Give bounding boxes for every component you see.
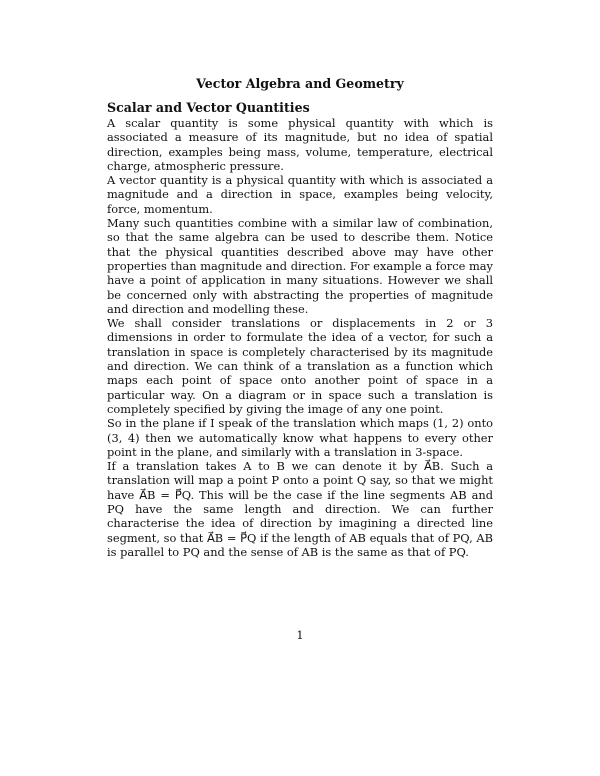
- paragraph-vector: A vector quantity is a physical quantity with which is associated a magnitude and a direction in space, examples being velocity, force, momentum.: [107, 173, 493, 216]
- paragraph-translations: We shall consider translations or displacements in 2 or 3 dimensions in order to formulate the idea of a vector, for such a translation in space is completely characterised by its magnitude and direction. We can think of a translation as a function which maps each point of space onto another point of space in a particular way. On a diagram or in space such a translation is completely specified by giving the image of any one point.: [107, 316, 493, 416]
- section-heading: Scalar and Vector Quantities: [107, 100, 310, 115]
- page-number: 1: [296, 628, 304, 642]
- paragraph-directed-segment: If a translation takes A to B we can denote it by A⃗B. Such a translation will map a point P onto a point Q say, so that we might have A⃗B = P⃗Q. This will be the case if the line segments AB and PQ have the same length and direction. We can further characterise the idea of direction by imagining a directed line segment, so that A⃗B = P⃗Q if the length of AB equals that of PQ, AB is parallel to PQ and the sense of AB is the same as that of PQ.: [107, 459, 493, 559]
- paragraph-scalar: A scalar quantity is some physical quantity with which is associated a measure of its magnitude, but no idea of spatial direction, examples being mass, volume, temperature, electrical charge, atmospheric pressure.: [107, 116, 493, 173]
- document-title: Vector Algebra and Geometry: [196, 76, 404, 91]
- paragraph-plane-example: So in the plane if I speak of the translation which maps (1, 2) onto (3, 4) then we automatically know what happens to every other point in the plane, and similarly with a translation in 3-space.: [107, 416, 493, 459]
- section-scalar-vector: [107, 100, 493, 559]
- paragraph-combination: Many such quantities combine with a similar law of combination, so that the same algebra can be used to describe them. Notice that the physical quantities described above may have other properties than magnitude and direction. For example a force may have a point of application in many situations. However we shall be concerned only with abstracting the properties of magnitude and direction and modelling these.: [107, 216, 493, 316]
